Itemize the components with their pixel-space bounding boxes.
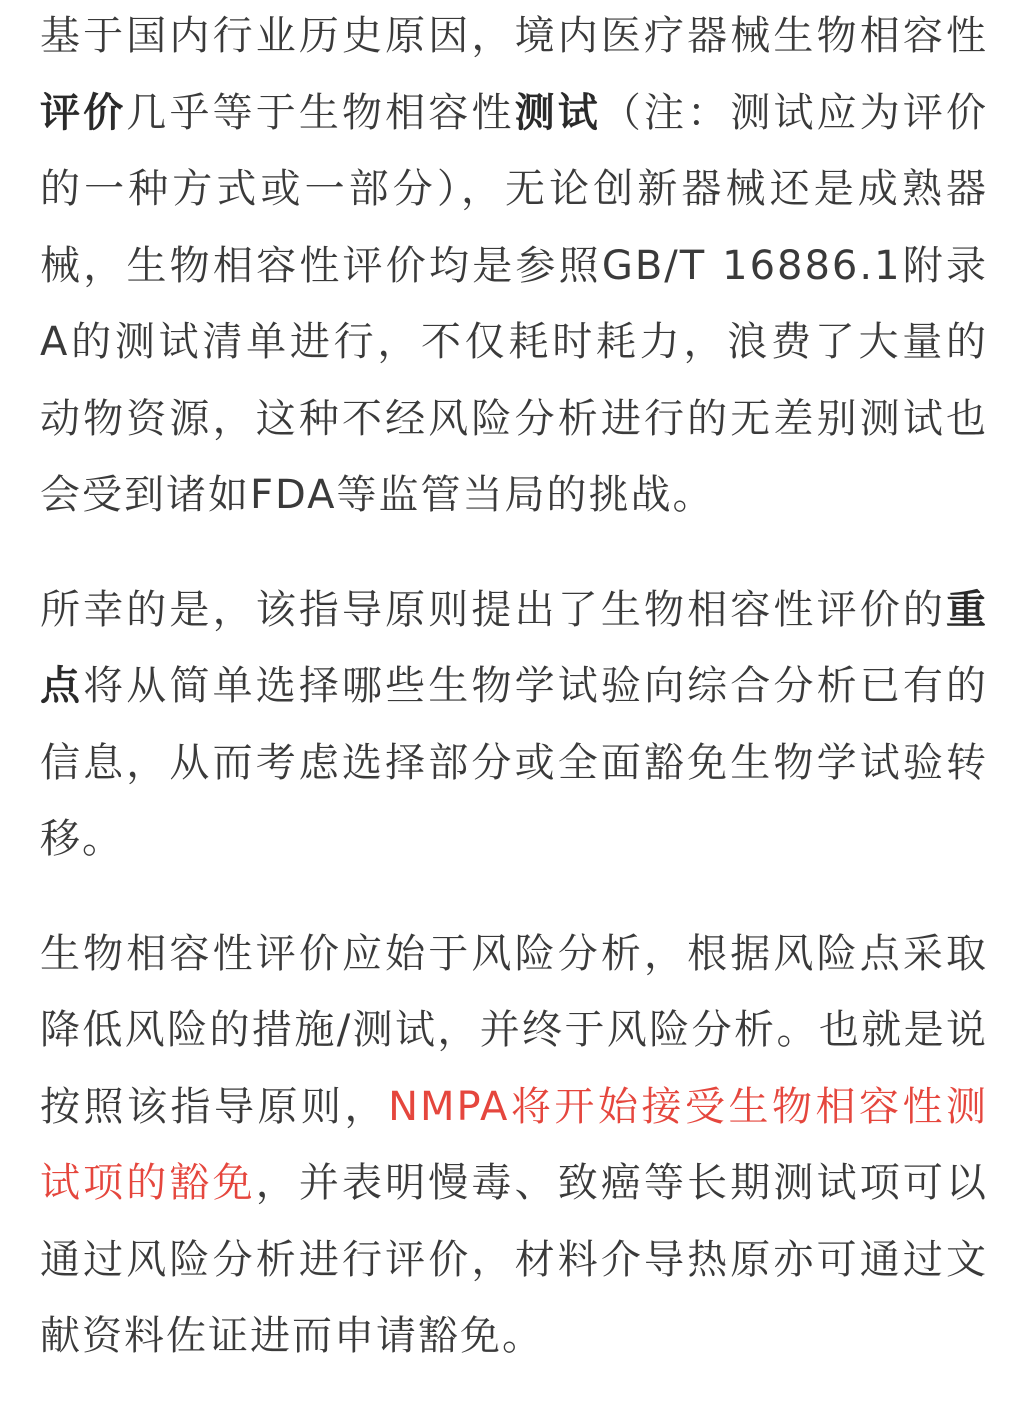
text-segment: 所幸的是，该指导原则提出了生物相容性评价的 (40, 586, 946, 633)
bold-term-testing: 测试 (514, 89, 601, 136)
bold-term-focus: 重点 (40, 586, 988, 709)
text-segment: 基于国内行业历史原因，境内医疗器械生物相容性 (40, 13, 988, 59)
article-body (40, 0, 988, 1375)
text-segment: 几乎等于生物相容性 (126, 89, 515, 136)
highlight-nmpa-exemption: NMPA将开始接受生物相容性测试项的豁免 (40, 1083, 989, 1206)
paragraph-guideline-focus (40, 572, 988, 878)
bold-term-evaluation: 评价 (40, 89, 127, 136)
text-segment: 将从简单选择哪些生物学试验向综合分析已有的信息，从而考虑选择部分或全面豁免生物学试验转移。 (40, 663, 989, 862)
paragraph-history (40, 0, 988, 534)
text-segment: 生物相容性评价应始于风险分析，根据风险点采取降低风险的措施/测试，并终于风险分析。也就是说按照该指导原则， (40, 930, 988, 1130)
text-segment: （注：测试应为评价的一种方式或一部分），无论创新器械还是成熟器械，生物相容性评价均是参照GB/T 16886.1附录A的测试清单进行，不仅耗时耗力，浪费了大量的动物资源，这种不经风险分析进行的无差别测试也会受到诸如FDA等监管当局的挑战。 (40, 89, 989, 518)
paragraph-risk-analysis (40, 916, 988, 1375)
text-segment: ，并表明慢毒、致癌等长期测试项可以通过风险分析进行评价，材料介导热原亦可通过文献资料佐证进而申请豁免。 (40, 1160, 989, 1359)
